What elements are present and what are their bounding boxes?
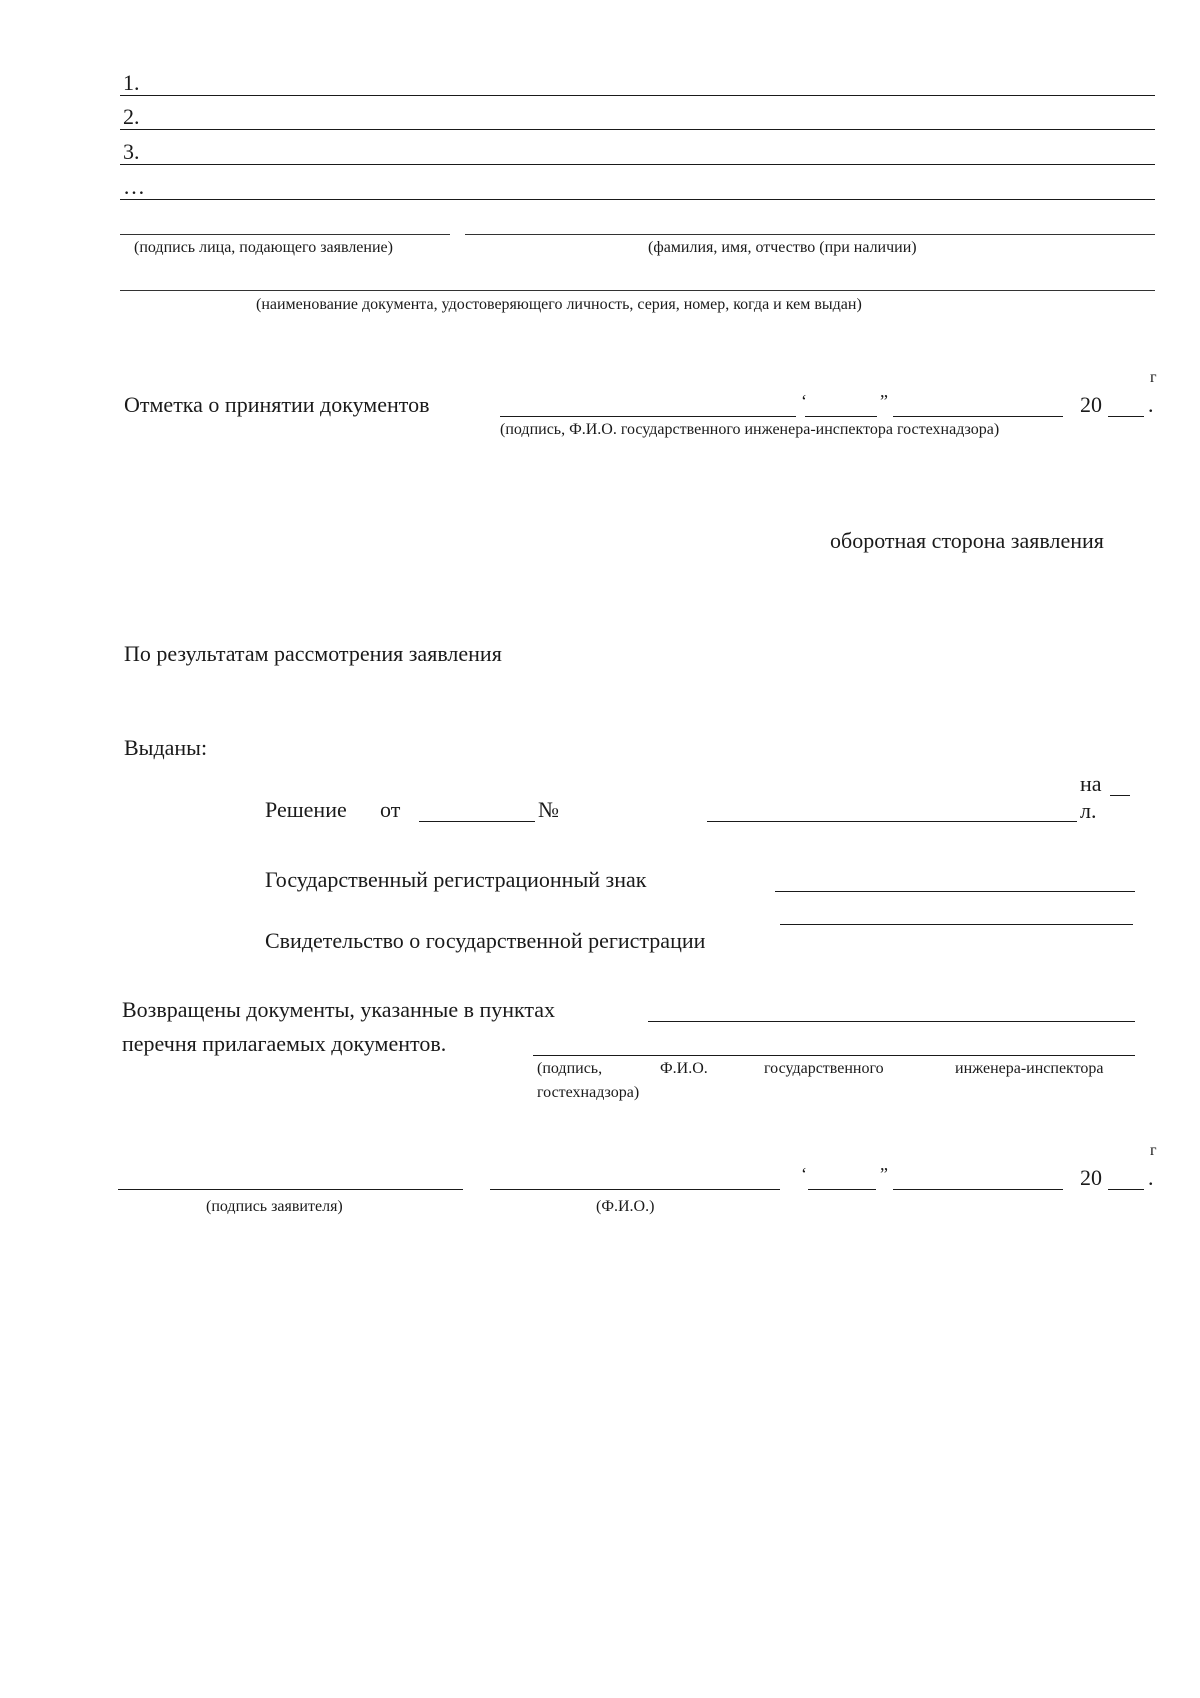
- footer-year-line: [1108, 1189, 1144, 1190]
- decision-number-line: [707, 821, 1077, 822]
- inspector-caption-word: Ф.И.О.: [660, 1060, 708, 1077]
- footer-month-line: [893, 1189, 1063, 1190]
- reg-certificate-line: [780, 924, 1133, 925]
- inspector-caption-word: государственного: [764, 1060, 884, 1077]
- applicant-footer-signature-caption: (подпись заявителя): [206, 1198, 343, 1215]
- list-item-number: 2.: [123, 104, 140, 129]
- decision-from-label: от: [380, 797, 401, 822]
- applicant-footer-signature-line: [118, 1189, 463, 1190]
- list-item-line: [120, 164, 1155, 165]
- returned-docs-items-line: [648, 1021, 1135, 1022]
- applicant-footer-name-line: [490, 1189, 780, 1190]
- returned-docs-line2: перечня прилагаемых документов.: [122, 1031, 447, 1056]
- acceptance-signature-line: [500, 416, 796, 417]
- acceptance-label: Отметка о принятии документов: [124, 392, 430, 417]
- inspector-caption-word: инженера-инспектора: [955, 1060, 1104, 1077]
- decision-on-label: на: [1080, 771, 1102, 796]
- decision-number-sign: №: [538, 797, 559, 822]
- list-item-line: [120, 129, 1155, 130]
- issued-label: Выданы:: [124, 735, 208, 760]
- acceptance-quote-open: ‘: [801, 391, 807, 411]
- footer-day-line: [808, 1189, 876, 1190]
- reg-plate-label: Государственный регистрационный знак: [265, 867, 647, 892]
- decision-sheets-line: [1110, 795, 1130, 796]
- applicant-name-line: [465, 234, 1155, 235]
- applicant-signature-line: [120, 234, 450, 235]
- acceptance-quote-close: ”: [880, 391, 888, 411]
- acceptance-day-line: [805, 416, 877, 417]
- results-heading: По результатам рассмотрения заявления: [124, 641, 502, 666]
- acceptance-year-line: [1108, 416, 1144, 417]
- applicant-name-caption: (фамилия, имя, отчество (при наличии): [648, 239, 917, 256]
- inspector-caption-word: (подпись,: [537, 1060, 603, 1077]
- decision-date-line: [419, 821, 535, 822]
- list-item-number: 1.: [123, 70, 140, 95]
- acceptance-month-line: [893, 416, 1063, 417]
- decision-label: Решение: [265, 797, 347, 822]
- id-document-line: [120, 290, 1155, 291]
- footer-year-abbr: г: [1150, 1142, 1157, 1159]
- list-item-number: …: [123, 174, 145, 199]
- inspector-signature-line: [533, 1055, 1135, 1056]
- footer-year-prefix: 20: [1080, 1165, 1102, 1190]
- reg-plate-line: [775, 891, 1135, 892]
- returned-docs-line1: Возвращены документы, указанные в пунктах: [122, 997, 556, 1022]
- list-item-line: [120, 199, 1155, 200]
- reg-certificate-label: Свидетельство о государственной регистрации: [265, 928, 706, 953]
- decision-sheets-abbr: л.: [1080, 798, 1097, 823]
- applicant-footer-name-caption: (Ф.И.О.): [596, 1198, 655, 1215]
- acceptance-year-abbr: г: [1150, 369, 1157, 386]
- acceptance-year-prefix: 20: [1080, 392, 1102, 417]
- inspector-caption-line2: гостехнадзора): [537, 1084, 640, 1101]
- acceptance-caption: (подпись, Ф.И.О. государственного инженера-инспектора гостехнадзора): [500, 421, 1000, 438]
- reverse-side-title: оборотная сторона заявления: [830, 528, 1104, 553]
- id-document-caption: (наименование документа, удостоверяющего личность, серия, номер, когда и кем выдан): [256, 296, 862, 313]
- footer-quote-open: ‘: [801, 1164, 807, 1184]
- applicant-signature-caption: (подпись лица, подающего заявление): [134, 239, 393, 256]
- list-item-line: [120, 95, 1155, 96]
- acceptance-year-suffix: .: [1148, 392, 1154, 417]
- footer-quote-close: ”: [880, 1164, 888, 1184]
- list-item-number: 3.: [123, 139, 140, 164]
- footer-year-suffix: .: [1148, 1165, 1154, 1190]
